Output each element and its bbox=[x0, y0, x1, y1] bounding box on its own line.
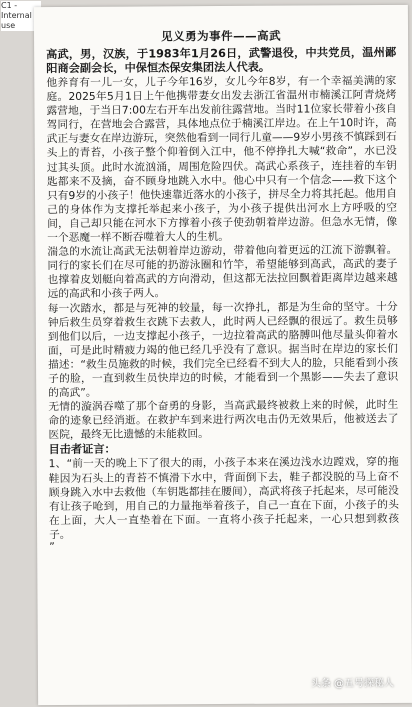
witness-heading: 目击者证言： bbox=[48, 443, 116, 457]
intro-bold-text: 高武，男，汉族，于1983年1月26日，武警退役，中共党员，温州鄙阳商会副会长，中保恒杰保安集团法人代表。 bbox=[46, 45, 397, 76]
watermark bbox=[311, 674, 394, 690]
sensitivity-label: C1 - Internal use bbox=[1, 1, 41, 31]
document-title: 见义勇为事件——高武 bbox=[161, 28, 282, 44]
document-page bbox=[34, 5, 412, 705]
witness-closing-quote: ” bbox=[49, 540, 55, 554]
paragraph-4: 无情的漩涡吞噬了那个奋勇的身影，当高武最终被救上来的时候，此时生命的迹象已经消逝。在救护车到来进行两次电击仍无效果后，他被送去了医院，最终无比遗憾的未能救回。 bbox=[48, 398, 399, 442]
witness-statement: 1、“前一天的晚上下了很大的雨，小孩子本来在溪边浅水边蹚戏，穿的拖鞋因为石头上的青苔不慎滑下水中，背面倒下去，鞋子都没脱的马上奋不顾身跳入水中去救他（车钥匙都挂在腰间），高武将孩子托起来，尽可能没有让孩子呛到，用自己的力量拖举着孩子，自己一直在下面，小孩子的头在上面，大人一直垫着在下面。一直将小孩子托起来，一心只想到救孩子。 bbox=[48, 455, 400, 541]
watermark-text: 头条 @五号探秘人 bbox=[310, 677, 395, 690]
paragraph-3: 每一次踏水，都是与死神的较量，每一次挣扎，都是为生命的坚守。十分钟后救生员穿着救生衣跳下去救人，此时两人已经飘的很远了。救生员够到他们以后，一边支撑起小孩子，一边拉着高武的胳膊叫他尽量头仰着水面，可是此时精疲力竭的他已经几乎没有了意识。据当时在岸边的家长们描述：“救生员施救的时候，我们完全已经看不到大人的脸，只能看到小孩子的脸，一直到救生员快岸边的时候，才能看到一个黑影——失去了意识的高武”。 bbox=[47, 299, 399, 400]
paragraph-1: 他养育有一儿一女，儿子今年16岁，女儿今年8岁，有一个幸福美满的家庭。2025年5月1日上午他携带妻女出发去浙江省温州市楠溪江阿青烧烤露营地，于当日7:00左右开车出发前往露营地。当时11位家长带着小孩自驾同行，在营地会合露营，具体地点位于楠溪江岸边。在上午10时许，高武正与妻女在岸边游玩，突然他看到一同行儿童——9岁小男孩不慎踩到石头上的青苔，小孩子整个仰着倒入江中，他不停挣扎大喊“救命”，水已没过其头顶。此时水流汹涌，周围危险四伏。高武心系孩子，连挂着的车钥匙都来不及摘，奋不顾身地跳入水中。他心中只有一个信念——救下这个只有9岁的小孩子！他快速靠近落水的小孩子，拼尽全力将其托起。他用自己的身体作为支撑托举起来小孩子，为小孩子提供出河水上方呼吸的空间，自己却只能在河水下方撑着小孩子使劲朝着岸边游。但急水无情，像一个恶魔一样不断吞噬着大人的生机。 bbox=[46, 73, 398, 245]
paragraph-2: 湍急的水流让高武无法朝着岸边游动，带着他向着更远的江流下游飘着。同行的家长们在尽可能的扔游泳圈和竹竿，希望能够到高武，高武的妻子也撑着皮划艇向着高武的方向滑动，但这都无法拉回飘着距离岸边越来越远的高武和小孩子两人。 bbox=[47, 243, 398, 301]
